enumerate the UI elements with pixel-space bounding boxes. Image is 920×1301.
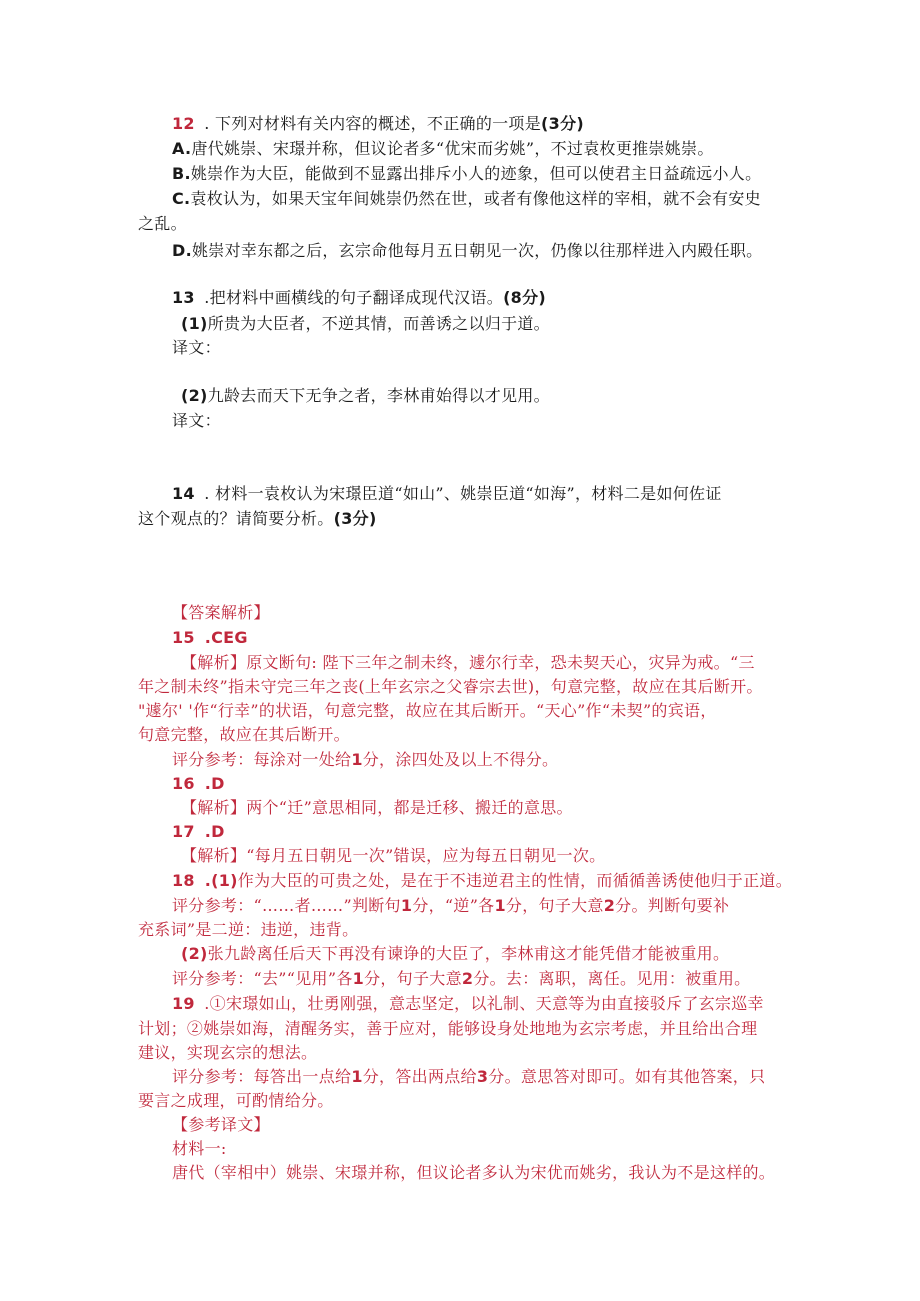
answer-15-exp-1: 【解析】原文断句: 陛下三年之制未终，遽尔行幸，恐未契天心，灾异为戒。“三 bbox=[181, 653, 755, 672]
answer-15-score: 评分参考：每涂对一处给1分，涂四处及以上不得分。 bbox=[172, 750, 559, 769]
answer-19: 19 .①宋璟如山，壮勇刚强，意志坚定，以礼制、天意等为由直接驳斥了玄宗巡幸 bbox=[172, 994, 764, 1013]
answer-15-exp-2: 年之制未终”指未守完三年之丧(上年玄宗之父睿宗去世)，句意完整，故应在其后断开。 bbox=[138, 677, 763, 696]
answer-19-line-3: 建议，实现玄宗的想法。 bbox=[138, 1043, 318, 1062]
answer-18-score-1: 评分参考：“……者……”判断句1分，“逆”各1分，句子大意2分。判断句要补 bbox=[172, 896, 730, 915]
q13-translation-2: 译文： bbox=[172, 411, 221, 430]
answer-18-sentence-2: (2)张九龄离任后天下再没有谏诤的大臣了，李林甫这才能凭借才能被重用。 bbox=[181, 944, 730, 963]
answer-19-line-2: 计划；②姚崇如海，清醒务实，善于应对，能够设身处地地为玄宗考虑，并且给出合理 bbox=[138, 1019, 758, 1038]
answer-15: 15 .CEG bbox=[172, 628, 248, 647]
q12-option-d: D.姚崇对幸东都之后，玄宗命他每月五日朝见一次，仍像以往那样进入内殿任职。 bbox=[172, 241, 763, 260]
answer-18-score-2: 评分参考：“去”“见用”各1分，句子大意2分。去：离职，离任。见用：被重用。 bbox=[172, 969, 751, 988]
answer-17: 17 .D bbox=[172, 822, 225, 841]
q13-translation-1: 译文： bbox=[172, 338, 221, 357]
answer-16-exp: 【解析】两个“迁”意思相同，都是迁移、搬迁的意思。 bbox=[181, 798, 573, 817]
answer-19-score: 评分参考：每答出一点给1分，答出两点给3分。意思答对即可。如有其他答案，只 bbox=[172, 1067, 766, 1086]
answer-15-exp-4: 句意完整，故应在其后断开。 bbox=[138, 725, 350, 744]
reference-translation-line-1: 唐代（宰相中）姚崇、宋璟并称，但议论者多认为宋优而姚劣，我认为不是这样的。 bbox=[172, 1163, 776, 1182]
reference-material-1-label: 材料一: bbox=[172, 1139, 227, 1158]
q12-option-a: A.唐代姚崇、宋璟并称，但议论者多“优宋而劣姚”，不过袁枚更推崇姚崇。 bbox=[172, 139, 714, 158]
q12-option-c-cont: 之乱。 bbox=[138, 214, 187, 233]
q12-option-b: B.姚崇作为大臣，能做到不显露出排斥小人的迹象，但可以使君主日益疏远小人。 bbox=[172, 164, 762, 183]
answer-18: 18 .(1)作为大臣的可贵之处，是在于不违逆君主的性情，而循循善诱使他归于正道。 bbox=[172, 871, 792, 890]
answer-19-score-cont: 要言之成理，可酌情给分。 bbox=[138, 1091, 334, 1110]
answers-header: 【答案解析】 bbox=[172, 603, 270, 622]
q13-sentence-1: (1)所贵为大臣者，不逆其情，而善诱之以归于道。 bbox=[181, 314, 550, 333]
q13-stem: 13 .把材料中画横线的句子翻译成现代汉语。(8分) bbox=[172, 288, 547, 307]
q14-stem-cont: 这个观点的？请简要分析。(3分) bbox=[138, 509, 377, 528]
q14-number: 14 bbox=[172, 484, 195, 503]
q12-option-c: C.袁枚认为，如果天宝年间姚崇仍然在世，或者有像他这样的宰相，就不会有安史 bbox=[172, 189, 761, 208]
q13-sentence-2: (2)九龄去而天下无争之者，李林甫始得以才见用。 bbox=[181, 386, 550, 405]
answer-18-score-1-cont: 充系词”是二逆：违逆，违背。 bbox=[138, 920, 359, 939]
answer-15-exp-3: "遽尔' '作“行幸”的状语，句意完整，故应在其后断开。“天心”作“未契”的宾语， bbox=[138, 701, 717, 720]
reference-translation-header: 【参考译文】 bbox=[172, 1115, 270, 1134]
q14-stem: 14 . 材料一袁枚认为宋璟臣道“如山”、姚崇臣道“如海”，材料二是如何佐证 bbox=[172, 484, 722, 503]
q12-stem: 12 . 下列对材料有关内容的概述，不正确的一项是(3分) bbox=[172, 114, 585, 133]
q12-number: 12 bbox=[172, 114, 195, 133]
answer-17-exp: 【解析】“每月五日朝见一次”错误，应为每五日朝见一次。 bbox=[181, 846, 606, 865]
q13-number: 13 bbox=[172, 288, 195, 307]
answer-16: 16 .D bbox=[172, 774, 225, 793]
